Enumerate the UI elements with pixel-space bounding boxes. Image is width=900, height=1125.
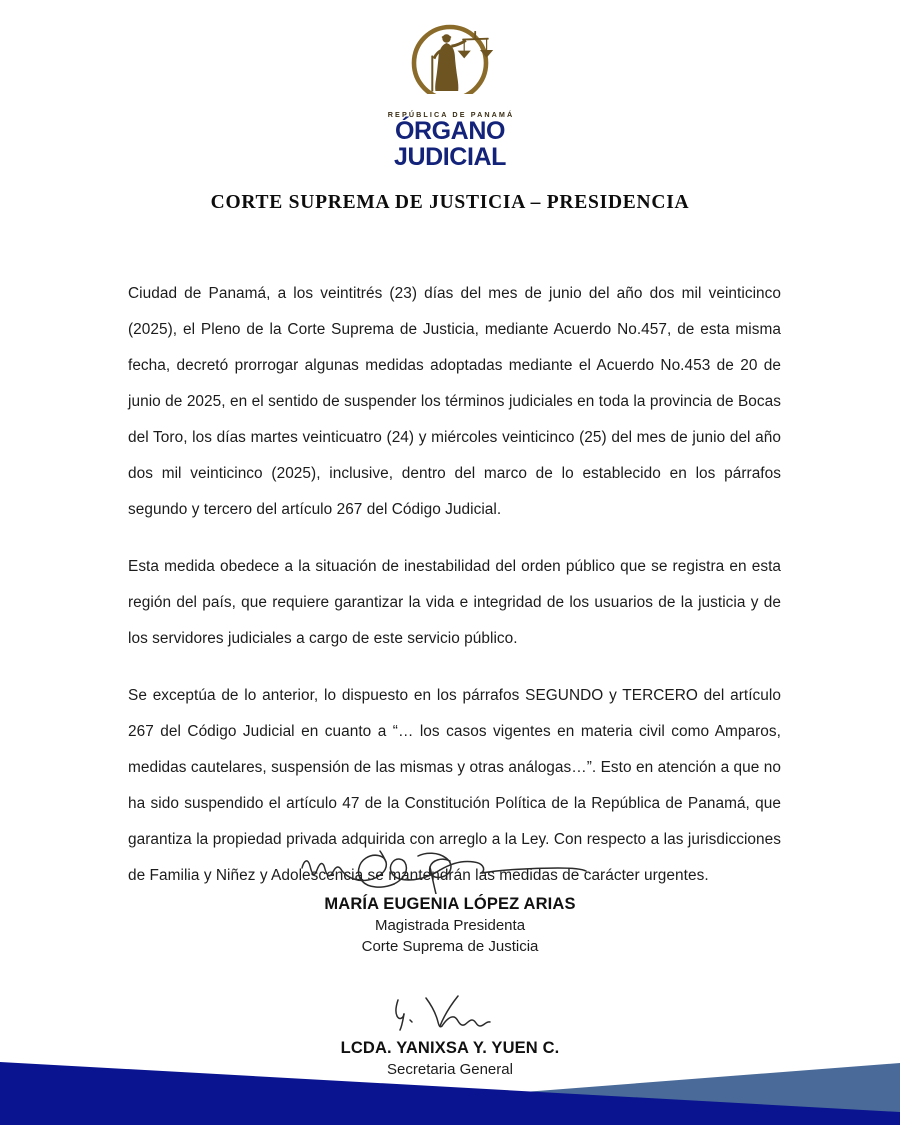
footer-decoration xyxy=(0,1050,900,1125)
logo-judicial-text: JUDICIAL xyxy=(393,142,507,171)
page-title: CORTE SUPREMA DE JUSTICIA – PRESIDENCIA xyxy=(210,192,690,213)
document-body xyxy=(128,276,781,894)
signature-role-line: Secretaria General xyxy=(387,1061,513,1079)
logo-wordmark xyxy=(386,111,515,169)
signature-name: LCDA. YANIXSA Y. YUEN C. xyxy=(340,1039,560,1057)
body-paragraph: Ciudad de Panamá, a los veintitrés (23) días del mes de junio del año dos mil veinticinco (2025), el Pleno de la Corte Suprema de Justicia, mediante Acuerdo No.457, de esta misma fecha, decretó prorrogar algunas medidas adoptadas mediante el Acuerdo No.453 de 20 de junio de 2025, en el sentido de suspender los términos judiciales en toda la provincia de Bocas del Toro, los días martes veinticuatro (24) y miércoles veinticinco (25) del mes de junio del año dos mil veinticinco (2025), inclusive, dentro del marco de lo establecido en los párrafos segundo y tercero del artículo 267 del Código Judicial. xyxy=(128,285,781,518)
signature-mark-icon xyxy=(290,848,610,894)
signature-role-line: Corte Suprema de Justicia xyxy=(361,938,539,956)
signature-block-president xyxy=(0,848,900,958)
body-paragraph: Se exceptúa de lo anterior, lo dispuesto en los párrafos SEGUNDO y TERCERO del artículo 267 del Código Judicial en cuanto a “… los casos vigentes en materia civil como Amparos, medidas cautelares, suspensión de las mismas y otras análogas…”. Esto en atención a que no ha sido suspendido el artículo 47 de la Constitución Política de la República de Panamá, que garantiza la propiedad privada adquirida con arreglo a la Ley. Con respecto a las jurisdicciones de Familia y Niñez y Adolescencia se mantendrán las medidas de carácter urgentes. xyxy=(128,687,781,884)
organization-logo xyxy=(0,22,900,169)
body-paragraph: Esta medida obedece a la situación de inestabilidad del orden público que se registra en esta región del país, que requiere garantizar la vida e integridad de los usuarios de la justicia y de los servidores judiciales a cargo de este servicio público. xyxy=(128,558,781,647)
lady-justice-scales-icon xyxy=(391,22,509,110)
logo-republic-line: REPÚBLICA DE PANAMÁ xyxy=(387,110,515,119)
signature-name: MARÍA EUGENIA LÓPEZ ARIAS xyxy=(324,895,576,913)
signature-role-line: Magistrada Presidenta xyxy=(374,917,526,935)
signature-mark-icon xyxy=(340,992,560,1038)
logo-organo-text: ÓRGANO xyxy=(394,117,506,146)
